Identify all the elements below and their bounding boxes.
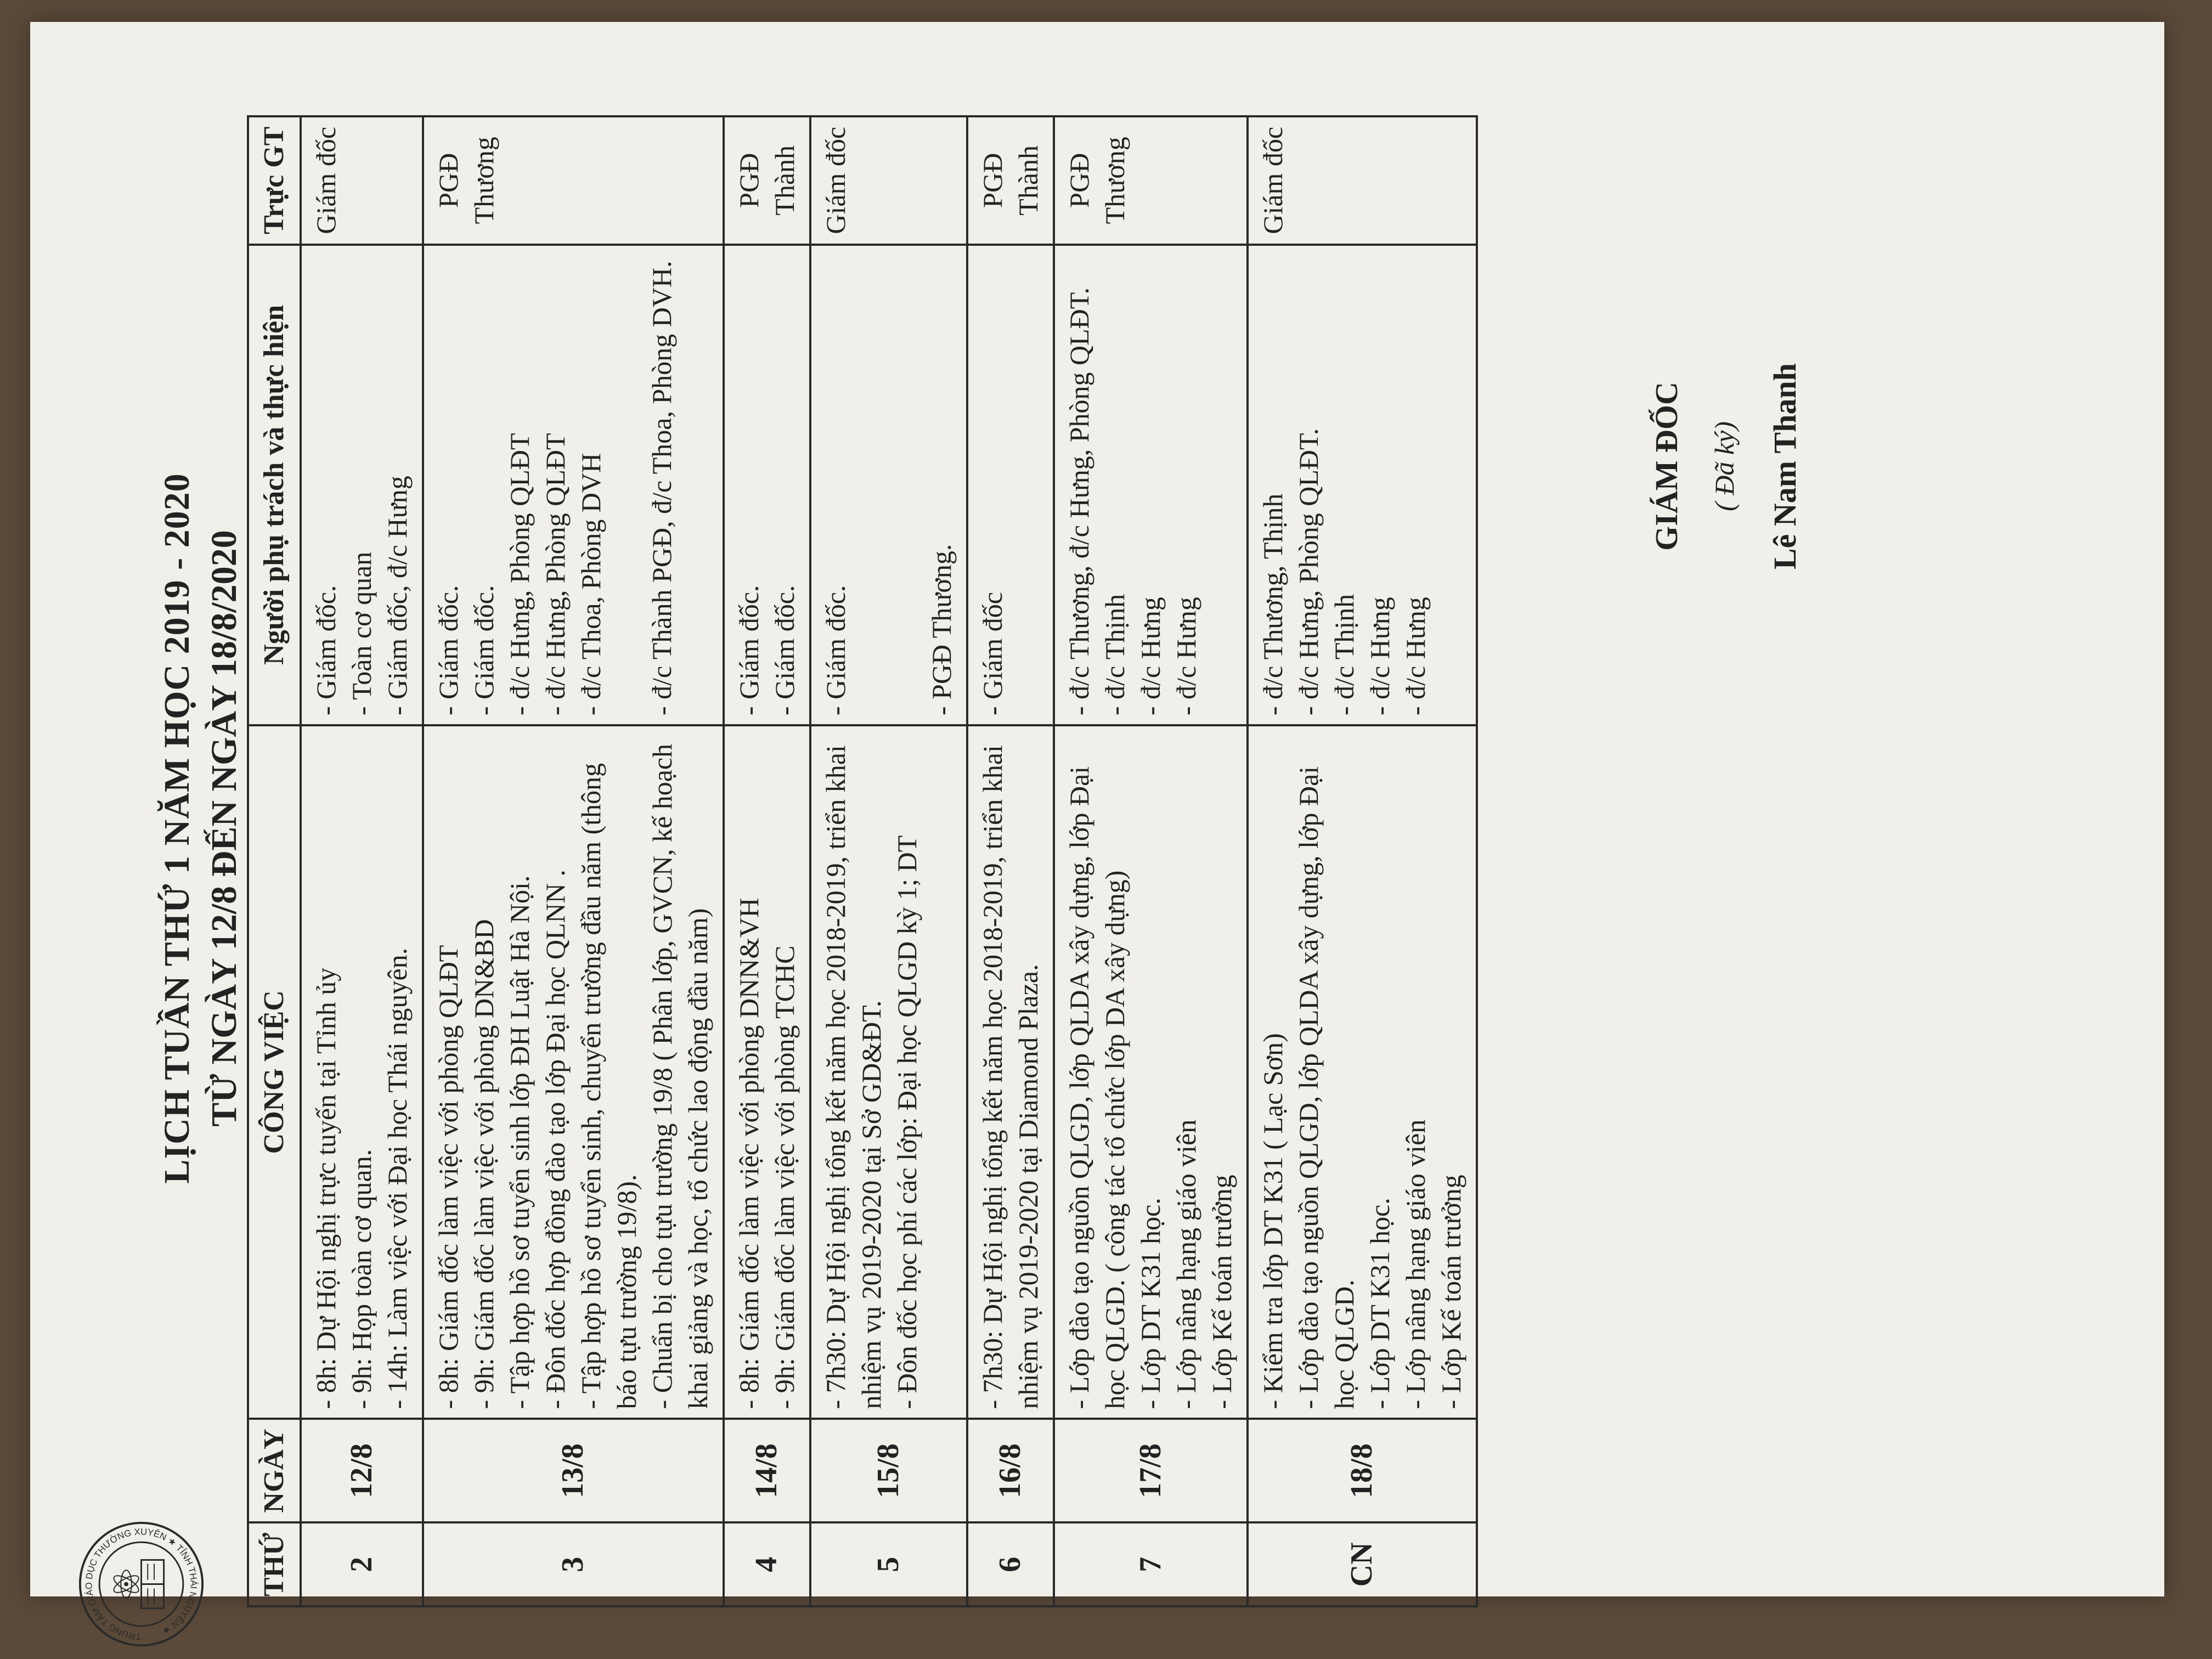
task-item: - 8h: Giám đốc làm việc với phòng DNN&VH [733,898,764,1409]
task-item: - 8h: Dự Hội nghị trực tuyến tại Tỉnh ủy [310,967,341,1409]
cell-cong-viec [967,725,1054,1419]
cell-truc: PGĐ Thương [1054,116,1248,245]
cell-cong-viec [1248,725,1477,1419]
person-item: - đ/c Hưng, Phòng QLĐT [539,433,571,716]
cell-cong-viec [301,725,423,1419]
cell-thu: 3 [423,1522,724,1606]
person-item: - PGĐ Thương. [926,544,957,716]
task-item: - Tập hợp hồ sơ tuyển sinh, chuyển trường đầu năm (thông báo tựu trường 19/8). [575,763,642,1409]
cell-ngay: 14/8 [724,1419,810,1522]
person-item: - Giám đốc. [432,585,464,716]
person-item: - đ/c Hưng [1170,597,1201,716]
paper-sheet [30,22,2164,1642]
person-item: - Giám đốc. [733,585,764,716]
header-cong-viec: CÔNG VIỆC [248,725,301,1419]
task-item: - Đôn đốc hợp đồng đào tạo lớp Đại học QLNN . [539,870,571,1409]
cell-cong-viec [724,725,810,1419]
person-item: - đ/c Hưng, Phòng QLĐT [504,433,535,716]
cell-truc: PGĐ Thành [967,116,1054,245]
table-row [423,116,724,1606]
person-item: - đ/c Thành PGĐ, đ/c Thoa, Phòng DVH. [646,261,677,716]
cell-ngay: 18/8 [1248,1419,1477,1522]
cell-truc: PGĐ Thương [423,116,724,245]
cell-truc: Giám đốc [301,116,423,245]
task-item: - Chuẩn bị cho tựu trường 19/8 ( Phân lớp, GVCN, kế hoạch khai giảng và học, tổ chức lao động đầu năm) [646,743,713,1409]
cell-phu-trach [301,245,423,725]
cell-ngay: 17/8 [1054,1419,1248,1522]
person-item: - đ/c Thương, Thịnh [1257,493,1288,716]
cell-thu: 2 [301,1522,423,1606]
cell-cong-viec [423,725,724,1419]
table-row [967,116,1054,1606]
cell-thu: 7 [1054,1522,1248,1606]
organization-seal-icon [77,1520,206,1649]
person-item: - đ/c Hưng [1364,597,1395,716]
table-row [724,116,810,1606]
task-item: - Đôn đốc học phí các lớp: Đại học QLGD kỳ 1; DT [891,835,922,1409]
schedule-table [247,115,1478,1607]
task-item: - 9h: Họp toàn cơ quan. [346,1149,377,1409]
seal-ring-text: TRUNG TÂM GIÁO DỤC THƯỜNG XUYÊN ★ TỈNH THÁI NGUYÊN ★ [83,1526,199,1642]
cell-ngay: 15/8 [810,1419,967,1522]
cell-phu-trach [1248,245,1477,725]
task-item: - 14h: Làm việc với Đại học Thái nguyên. [381,947,413,1409]
person-item: - đ/c Thịnh [1328,594,1359,716]
signature-block [1646,247,1806,686]
cell-phu-trach [1054,245,1248,725]
person-item: - đ/c Thương, đ/c Hưng, Phòng QLĐT. [1063,287,1094,716]
header-thu: THỨ [248,1522,301,1606]
person-item: - Giám đốc. [820,585,851,716]
person-item: - Giám đốc, đ/c Hưng [381,476,413,716]
person-item: - đ/c Hưng [1400,597,1431,716]
task-item: - 7h30: Dự Hội nghị tổng kết năm học 2018-2019, triển khai nhiệm vụ 2019-2020 tại Sở GD&ĐT. [820,745,887,1409]
cell-truc: Giám đốc [1248,116,1477,245]
document-title [154,170,248,1487]
cell-ngay: 13/8 [423,1419,724,1522]
signer-name: Lê Nam Thanh [1767,363,1803,570]
table-row [810,116,967,1606]
person-item: - đ/c Hưng [1135,597,1166,716]
spacer [609,255,644,715]
task-item: - Lớp Kế toán trưởng [1435,1175,1466,1409]
cell-phu-trach [810,245,967,725]
person-item: - Toàn cơ quan [346,551,377,716]
person-item: - Giám đốc. [769,585,800,716]
person-item: - Giám đốc. [468,585,499,716]
task-item: - Lớp DT K31 học. [1364,1198,1395,1409]
cell-truc: PGĐ Thành [724,116,810,245]
signature-note: ( Đã ký) [1709,421,1740,511]
header-phu-trach: Người phụ trách và thực hiện [248,245,301,725]
table-row [1248,116,1477,1606]
task-item: - Lớp nâng hạng giáo viên [1400,1119,1431,1409]
signature-title: GIÁM ĐỐC [1649,382,1684,551]
task-item: - 7h30: Dự Hội nghị tổng kết năm học 2018-2019, triển khai nhiệm vụ 2019-2020 tại Diamond Plaza. [977,745,1043,1409]
task-item: - Lớp DT K31 học. [1135,1198,1166,1409]
task-item: - Kiểm tra lớp DT K31 ( Lạc Sơn) [1257,1033,1288,1409]
spacer [854,255,889,715]
task-item: - Lớp Kế toán trưởng [1206,1175,1237,1409]
task-item: - Lớp nâng hạng giáo viên [1170,1119,1201,1409]
task-item: - Lớp đào tạo nguồn QLGD, lớp QLDA xây dựng, lớp Đại học QLGD. [1293,766,1359,1409]
person-item: - Giám đốc [977,592,1008,716]
cell-truc: Giám đốc [810,116,967,245]
header-ngay: NGÀY [248,1419,301,1522]
cell-thu: CN [1248,1522,1477,1606]
cell-cong-viec [810,725,967,1419]
cell-phu-trach [967,245,1054,725]
header-truc: Trực GT [248,116,301,245]
cell-phu-trach [724,245,810,725]
task-item: - 8h: Giám đốc làm việc với phòng QLĐT [432,945,464,1409]
cell-cong-viec [1054,725,1248,1419]
table-row [301,116,423,1606]
cell-thu: 5 [810,1522,967,1606]
schedule-document [66,60,2129,1651]
person-item: - đ/c Thịnh [1099,594,1130,716]
cell-thu: 6 [967,1522,1054,1606]
table-header-row [248,116,301,1606]
person-item: - Giám đốc. [310,585,341,716]
title-line-2: TỪ NGÀY 12/8 ĐẾN NGÀY 18/8/2020 [204,530,244,1127]
title-line-1: LỊCH TUẦN THỨ 1 NĂM HỌC 2019 - 2020 [157,473,197,1184]
spacer [889,255,924,715]
task-item: - 9h: Giám đốc làm việc với phòng TCHC [769,945,800,1409]
task-item: - 9h: Giám đốc làm việc với phòng DN&BD [468,919,499,1409]
table-row [1054,116,1248,1606]
person-item: - đ/c Thoa, Phòng DVH [575,453,606,716]
task-item: - Lớp đào tạo nguồn QLGD, lớp QLDA xây dựng, lớp Đại học QLGD. ( công tác tổ chức lớp DA xây dựng) [1063,766,1130,1409]
cell-phu-trach [423,245,724,725]
cell-ngay: 12/8 [301,1419,423,1522]
person-item: - đ/c Hưng, Phòng QLĐT. [1293,428,1324,716]
cell-thu: 4 [724,1522,810,1606]
cell-ngay: 16/8 [967,1419,1054,1522]
task-item: - Tập hợp hồ sơ tuyển sinh lớp ĐH Luật Hà Nội. [504,875,535,1409]
